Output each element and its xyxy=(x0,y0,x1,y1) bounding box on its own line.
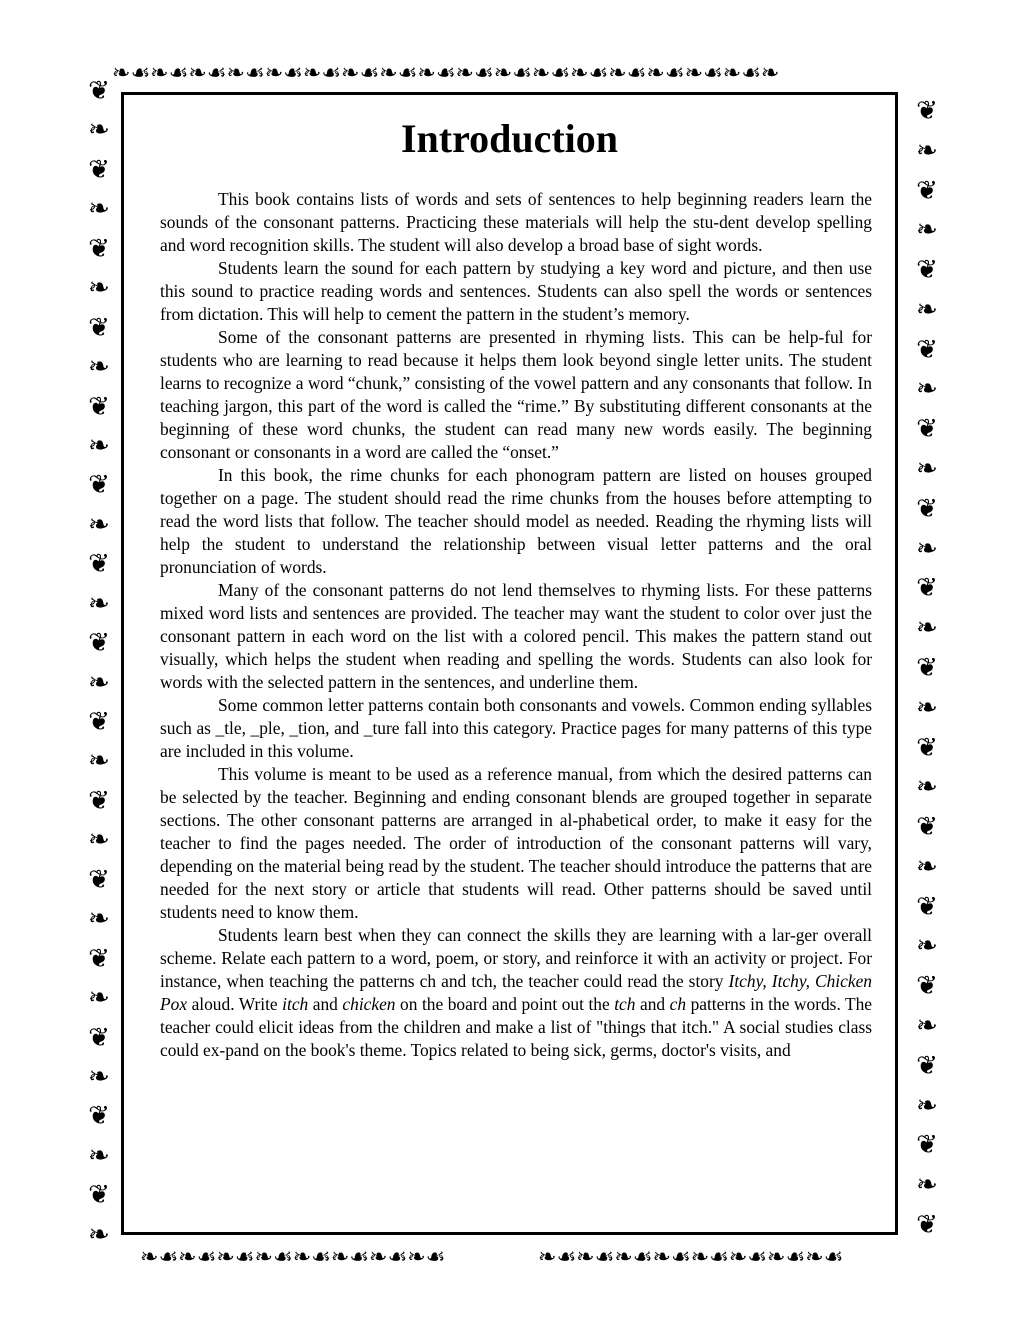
fleuron-ornament-icon: ❧ xyxy=(88,825,110,856)
fleuron-ornament-icon: ❦ xyxy=(916,1130,938,1161)
fleuron-ornament-icon: ❧ xyxy=(916,374,938,405)
fleuron-ornament-icon: ❧ xyxy=(188,62,207,86)
fleuron-ornament-icon: ❦ xyxy=(916,98,938,126)
fleuron-ornament-icon: ❧ xyxy=(88,588,110,619)
fleuron-ornament-icon: ❧ xyxy=(916,1090,938,1121)
fleuron-ornament-icon: ❧ xyxy=(614,1246,633,1270)
fleuron-ornament-icon: ❦ xyxy=(916,1209,938,1238)
fleuron-ornament-icon: ❦ xyxy=(88,785,110,816)
fleuron-ornament-icon: ❧ xyxy=(722,62,742,86)
fleuron-ornament-icon: ❧ xyxy=(407,1246,426,1270)
fleuron-ornament-icon: ☙ xyxy=(158,1246,179,1270)
fleuron-ornament-icon: ❦ xyxy=(88,943,110,974)
fleuron-ornament-icon: ❦ xyxy=(88,549,110,580)
fleuron-ornament-icon: ❧ xyxy=(916,1010,938,1041)
fleuron-ornament-icon: ☙ xyxy=(823,1246,844,1270)
fleuron-ornament-icon: ❦ xyxy=(916,971,938,1002)
fleuron-ornament-icon: ☙ xyxy=(664,62,685,86)
fleuron-ornament-icon: ❧ xyxy=(916,294,938,325)
text-run: Some of the consonant patterns are presented in rhyming lists. This can be help-ful for students who are learning to read because it helps them look beyond single letter units. The student learns to recognize a word “chunk,” consisting of the vowel pattern and any consonants that follow. In teaching jargon, this part of the word is called the “rime.” By substituting different consonants at the beginning of these word chunks, the student can read many new words easily. The beginning consonant or consonants in a word are called the “onset.” xyxy=(160,327,872,462)
fleuron-ornament-icon: ❧ xyxy=(88,509,110,540)
fleuron-ornament-icon: ❦ xyxy=(916,652,938,683)
text-run: Some common letter patterns contain both consonants and vowels. Common ending syllables such as _tle, _ple, _tion, and _ture fall into this category. Practice pages for many patterns of this type are included in this volume. xyxy=(160,695,872,761)
fleuron-ornament-icon: ❦ xyxy=(88,1180,110,1211)
fleuron-ornament-icon: ☙ xyxy=(626,62,647,86)
fleuron-ornament-icon: ☙ xyxy=(741,62,761,86)
fleuron-ornament-icon: ❦ xyxy=(916,334,938,365)
fleuron-ornament-icon: ❦ xyxy=(88,1101,110,1132)
fleuron-ornament-icon: ❧ xyxy=(916,931,938,962)
fleuron-ornament-icon: ❧ xyxy=(88,1061,110,1092)
text-run: aloud. Write xyxy=(187,994,283,1014)
fleuron-ornament-icon: ❧ xyxy=(684,62,704,86)
top-ornament-border xyxy=(112,62,902,86)
fleuron-ornament-icon: ❦ xyxy=(916,891,938,922)
fleuron-ornament-icon: ☙ xyxy=(168,62,189,86)
fleuron-ornament-icon: ❧ xyxy=(88,273,110,304)
fleuron-ornament-icon: ❦ xyxy=(916,1050,938,1081)
fleuron-ornament-icon: ❦ xyxy=(916,812,938,843)
fleuron-ornament-icon: ❧ xyxy=(916,1170,938,1201)
fleuron-ornament-icon: ❧ xyxy=(916,692,938,723)
fleuron-ornament-icon: ❧ xyxy=(112,62,131,86)
fleuron-ornament-icon: ❦ xyxy=(916,414,938,445)
paragraph xyxy=(160,188,872,257)
fleuron-ornament-icon: ☙ xyxy=(206,62,227,86)
text-run: patterns in the words. The teacher could elicit ideas from the children and make a list of "things that itch." A social studies class could ex-pand on the book's theme. Topics related to being sick, germs, doctor's visits, and xyxy=(160,994,873,1060)
text-run: In this book, the rime chunks for each phonogram pattern are listed on houses grouped together on a page. The student should read the rime chunks from the houses before attempting to read the word lists that follow. The teacher should model as needed. Reading the rhyming lists will help the student to understand the relationship between visual letter patterns and the oral pronunciation of words. xyxy=(160,465,872,577)
fleuron-ornament-icon: ❧ xyxy=(140,1246,159,1270)
fleuron-ornament-icon: ❧ xyxy=(417,62,436,86)
fleuron-ornament-icon: ☙ xyxy=(594,1246,615,1270)
fleuron-ornament-icon: ☙ xyxy=(425,1246,446,1270)
fleuron-ornament-icon: ❦ xyxy=(88,707,110,737)
fleuron-ornament-icon: ☙ xyxy=(670,1246,691,1270)
fleuron-ornament-icon: ❧ xyxy=(493,62,513,86)
fleuron-ornament-icon: ❦ xyxy=(916,732,938,763)
fleuron-ornament-icon: ☙ xyxy=(703,62,723,86)
bottom-ornament-border-left xyxy=(140,1246,500,1270)
fleuron-ornament-icon: ☙ xyxy=(244,62,265,86)
fleuron-ornament-icon: ❦ xyxy=(916,573,938,604)
paragraph xyxy=(160,579,872,694)
fleuron-ornament-icon: ❧ xyxy=(254,1246,273,1270)
fleuron-ornament-icon: ❦ xyxy=(88,312,110,343)
fleuron-ornament-icon: ☙ xyxy=(283,62,303,86)
fleuron-ornament-icon: ☙ xyxy=(785,1246,806,1270)
fleuron-ornament-icon: ❧ xyxy=(302,62,322,86)
fleuron-ornament-icon: ❧ xyxy=(150,62,169,86)
body-text xyxy=(160,188,872,1062)
fleuron-ornament-icon: ❧ xyxy=(576,1246,595,1270)
fleuron-ornament-icon: ❧ xyxy=(455,62,474,86)
fleuron-ornament-icon: ☙ xyxy=(272,1246,293,1270)
fleuron-ornament-icon: ❧ xyxy=(728,1246,748,1270)
fleuron-ornament-icon: ❧ xyxy=(916,533,938,564)
fleuron-ornament-icon: ☙ xyxy=(321,62,342,86)
text-run: Many of the consonant patterns do not lend themselves to rhyming lists. For these patterns mixed word lists and sentences are provided. The teacher may want the student to color over just the consonant pattern in each word on the list with a colored pencil. This makes the pattern stand out visually, which helps the student when reading and spelling the words. Students can also look for words with the selected pattern in the sentences, and underline them. xyxy=(160,580,872,692)
fleuron-ornament-icon: ❧ xyxy=(88,352,110,383)
paragraph xyxy=(160,694,872,763)
page-title: Introduction xyxy=(400,116,619,161)
fleuron-ornament-icon: ❧ xyxy=(264,62,284,86)
fleuron-ornament-icon: ☙ xyxy=(709,1246,729,1270)
fleuron-ornament-icon: ☙ xyxy=(556,1246,577,1270)
fleuron-ornament-icon: ❧ xyxy=(652,1246,671,1270)
fleuron-ornament-icon: ❧ xyxy=(570,62,589,86)
text-run: This volume is meant to be used as a reference manual, from which the desired patterns can be selected by the teacher. Beginning and ending consonant blends are grouped together in separate sections. The other consonant patterns are arranged in al-phabetical order, to make it easy for the teacher to find the pages needed. The order of introduction of the consonant patterns will vary, depending on the material being read by the student. The teacher should introduce the patterns that are needed for the next story or article that students will read. Other patterns should be saved until students need to know them. xyxy=(160,764,872,922)
fleuron-ornament-icon: ❧ xyxy=(916,772,938,803)
fleuron-ornament-icon: ❦ xyxy=(88,391,110,422)
fleuron-ornament-icon: ☙ xyxy=(397,62,418,86)
text-run: and xyxy=(635,994,670,1014)
fleuron-ornament-icon: ❧ xyxy=(88,430,110,461)
text-run: on the board and point out the xyxy=(395,994,615,1014)
bottom-ornament-border-right xyxy=(538,1246,900,1270)
fleuron-ornament-icon: ❧ xyxy=(330,1246,350,1270)
left-ornament-border xyxy=(84,78,114,1248)
text-run: Students learn best when they can connect the skills they are learning with a lar-ger overall scheme. Relate each pattern to a word, poem, or story, and reinforce it with an activity or project. For instance, when teaching the patterns ch and tch, the teacher could read the story xyxy=(160,925,872,991)
fleuron-ornament-icon: ☙ xyxy=(196,1246,217,1270)
fleuron-ornament-icon: ❧ xyxy=(88,667,110,698)
italic-text: ch xyxy=(669,994,687,1014)
fleuron-ornament-icon: ❧ xyxy=(88,1140,110,1171)
fleuron-ornament-icon: ☙ xyxy=(512,62,532,86)
fleuron-ornament-icon: ❧ xyxy=(88,115,110,146)
fleuron-ornament-icon: ❦ xyxy=(88,1022,110,1053)
fleuron-ornament-icon: ☙ xyxy=(435,62,456,86)
fleuron-ornament-icon: ❧ xyxy=(760,62,780,86)
fleuron-ornament-icon: ❧ xyxy=(226,62,245,86)
fleuron-ornament-icon: ❦ xyxy=(916,255,938,286)
fleuron-ornament-icon: ❧ xyxy=(538,1246,557,1270)
fleuron-ornament-icon: ❧ xyxy=(531,62,551,86)
fleuron-ornament-icon: ☙ xyxy=(550,62,571,86)
fleuron-ornament-icon: ☙ xyxy=(311,1246,331,1270)
fleuron-ornament-icon: ☙ xyxy=(387,1246,408,1270)
paragraph xyxy=(160,257,872,326)
fleuron-ornament-icon: ❦ xyxy=(88,233,110,264)
paragraph xyxy=(160,326,872,464)
fleuron-ornament-icon: ❦ xyxy=(88,628,110,659)
fleuron-ornament-icon: ❧ xyxy=(379,62,398,86)
fleuron-ornament-icon: ☙ xyxy=(130,62,151,86)
fleuron-ornament-icon: ❧ xyxy=(916,851,938,882)
fleuron-ornament-icon: ☙ xyxy=(359,62,380,86)
fleuron-ornament-icon: ❧ xyxy=(916,454,938,485)
fleuron-ornament-icon: ❦ xyxy=(916,175,938,206)
italic-text: itch xyxy=(282,994,309,1014)
paragraph xyxy=(160,763,872,924)
fleuron-ornament-icon: ❦ xyxy=(88,864,110,895)
fleuron-ornament-icon: ❦ xyxy=(916,493,938,524)
fleuron-ornament-icon: ❧ xyxy=(88,904,110,935)
text-run: and xyxy=(308,994,343,1014)
fleuron-ornament-icon: ☙ xyxy=(747,1246,768,1270)
fleuron-ornament-icon: ❧ xyxy=(608,62,627,86)
paragraph xyxy=(160,924,872,1062)
fleuron-ornament-icon: ☙ xyxy=(234,1246,255,1270)
paragraph xyxy=(160,464,872,579)
fleuron-ornament-icon: ☙ xyxy=(349,1246,370,1270)
fleuron-ornament-icon: ❧ xyxy=(178,1246,197,1270)
fleuron-ornament-icon: ☙ xyxy=(632,1246,653,1270)
fleuron-ornament-icon: ☙ xyxy=(473,62,494,86)
fleuron-ornament-icon: ❧ xyxy=(916,215,938,246)
fleuron-ornament-icon: ❧ xyxy=(767,1246,786,1270)
fleuron-ornament-icon: ❧ xyxy=(88,194,110,225)
fleuron-ornament-icon: ❧ xyxy=(88,983,110,1014)
italic-text: Itchy, Itchy, Chicken Pox xyxy=(160,971,872,1014)
fleuron-ornament-icon: ❧ xyxy=(369,1246,388,1270)
italic-text: chicken xyxy=(342,994,396,1014)
fleuron-ornament-icon: ❦ xyxy=(88,154,110,185)
right-ornament-border xyxy=(912,98,942,1238)
fleuron-ornament-icon: ❧ xyxy=(646,62,665,86)
fleuron-ornament-icon: ❦ xyxy=(88,78,110,106)
italic-text: tch xyxy=(614,994,636,1014)
fleuron-ornament-icon: ❧ xyxy=(690,1246,710,1270)
fleuron-ornament-icon: ❧ xyxy=(88,746,110,777)
fleuron-ornament-icon: ❧ xyxy=(292,1246,312,1270)
text-run: Students learn the sound for each pattern by studying a key word and picture, and then use this sound to practice reading words and sentences. Students can also spell the words or sentences from dictation. This will help to cement the pattern in the student’s memory. xyxy=(160,258,872,324)
fleuron-ornament-icon: ☙ xyxy=(588,62,609,86)
fleuron-ornament-icon: ❧ xyxy=(216,1246,235,1270)
fleuron-ornament-icon: ❧ xyxy=(341,62,360,86)
fleuron-ornament-icon: ❧ xyxy=(805,1246,824,1270)
fleuron-ornament-icon: ❧ xyxy=(88,1219,110,1248)
fleuron-ornament-icon: ❧ xyxy=(916,135,938,166)
fleuron-ornament-icon: ❧ xyxy=(916,613,938,644)
fleuron-ornament-icon: ❦ xyxy=(88,470,110,501)
text-run: This book contains lists of words and sets of sentences to help beginning readers learn the sounds of the consonant patterns. Practicing these materials will help the stu-dent develop spelling and word recognition skills. The student will also develop a broad base of sight words. xyxy=(160,189,872,255)
